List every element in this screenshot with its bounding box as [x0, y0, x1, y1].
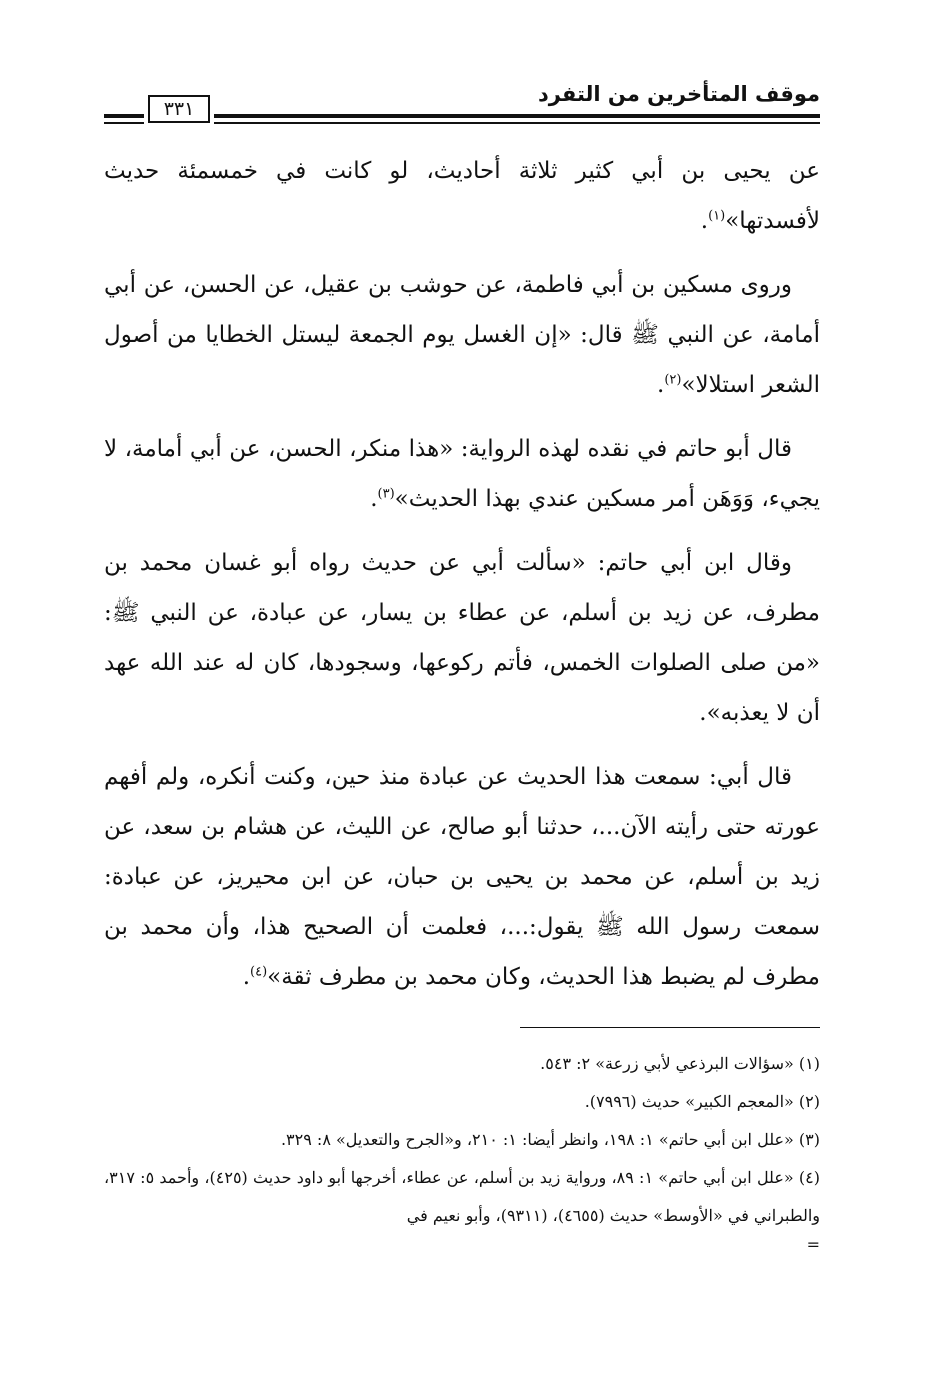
footnote: (٤) «علل ابن أبي حاتم» ١: ٨٩، ورواية زيد بن أسلم، عن عطاء، أخرجها أبو داود حديث (٤٢٥)، وأحمد ٥: ٣١٧، والطبراني في «الأوسط» حديث (٤٦٥٥)، (٩٣١١)، وأبو نعيم في: [104, 1168, 821, 1225]
continuation-mark: =: [806, 1235, 820, 1254]
footnote-ref: (١): [708, 208, 726, 224]
footnote-ref: (٢): [664, 372, 682, 388]
header-rule-thick: [214, 114, 820, 118]
footnote: (٣) «علل ابن أبي حاتم» ١: ١٩٨، وانظر أيضا: ١: ٢١٠، و«الجرح والتعديل» ٨: ٣٢٩.: [280, 1130, 820, 1149]
paragraph-text: قال أبي: سمعت هذا الحديث عن عبادة منذ حين، وكنت أنكره، ولم أفهم عورته حتى رأيته الآن...، حدثنا أبو صالح، عن الليث، عن هشام بن سعد، عن زيد بن أسلم، عن محمد بن يحيى بن حبان، عن ابن محيريز، عن عبادة: سمعت رسول الله ﷺ يقول:...، فعلمت أن الصحيح هذا، وأن محمد بن مطرف لم يضبط هذا الحديث، وكان محمد بن مطرف ثقة»: [104, 764, 820, 990]
footnote: (٢) «المعجم الكبير» حديث (٧٩٩٦).: [584, 1092, 820, 1111]
paragraph: [104, 146, 820, 246]
paragraph-text: قال أبو حاتم في نقده لهذه الرواية: «هذا منكر، الحسن، عن أبي أمامة، لا يجيء، وَوَهَن أمر مسكين عندي بهذا الحديث»: [104, 436, 820, 512]
paragraph-end: .: [242, 964, 251, 990]
paragraph: [104, 260, 820, 410]
paragraph-end: .: [657, 372, 665, 398]
header-rule-short-thick: [104, 114, 144, 118]
footnote: (١) «سؤالات البرذعي لأبي زرعة» ٢: ٥٤٣.: [540, 1054, 820, 1073]
footnote-ref: (٣): [377, 486, 395, 502]
paragraph-text: وقال ابن أبي حاتم: «سألت أبي عن حديث رواه أبو غسان محمد بن مطرف، عن زيد بن أسلم، عن عطاء بن يسار، عن عبادة، عن النبي ﷺ: «من صلى الصلوات الخمس، فأتم ركوعها، وسجودها، كان له عند الله عهد أن لا يعذبه».: [104, 550, 820, 726]
page-header: [104, 78, 820, 128]
footnote-ref: (٤): [250, 964, 268, 980]
footnote-separator: [520, 1027, 820, 1028]
paragraph-end: .: [370, 486, 378, 512]
header-rule-thin: [214, 122, 820, 124]
running-title: موقف المتأخرين من التفرد: [538, 82, 820, 106]
body-text: [104, 146, 820, 1016]
paragraph-end: .: [700, 208, 709, 234]
paragraph-text: عن يحيى بن أبي كثير ثلاثة أحاديث، لو كانت في خمسمئة حديث لأفسدتها»: [104, 158, 820, 234]
page-number: ٣٣١: [148, 95, 210, 123]
footnotes: [104, 1045, 820, 1255]
paragraph: [104, 538, 820, 738]
paragraph: [104, 752, 820, 1002]
paragraph: [104, 424, 820, 524]
paragraph-text: وروى مسكين بن أبي فاطمة، عن حوشب بن عقيل، عن الحسن، عن أبي أمامة، عن النبي ﷺ قال: «إن الغسل يوم الجمعة ليستل الخطايا من أصول الشعر استلالا»: [104, 272, 820, 398]
header-rule-short-thin: [104, 122, 144, 124]
